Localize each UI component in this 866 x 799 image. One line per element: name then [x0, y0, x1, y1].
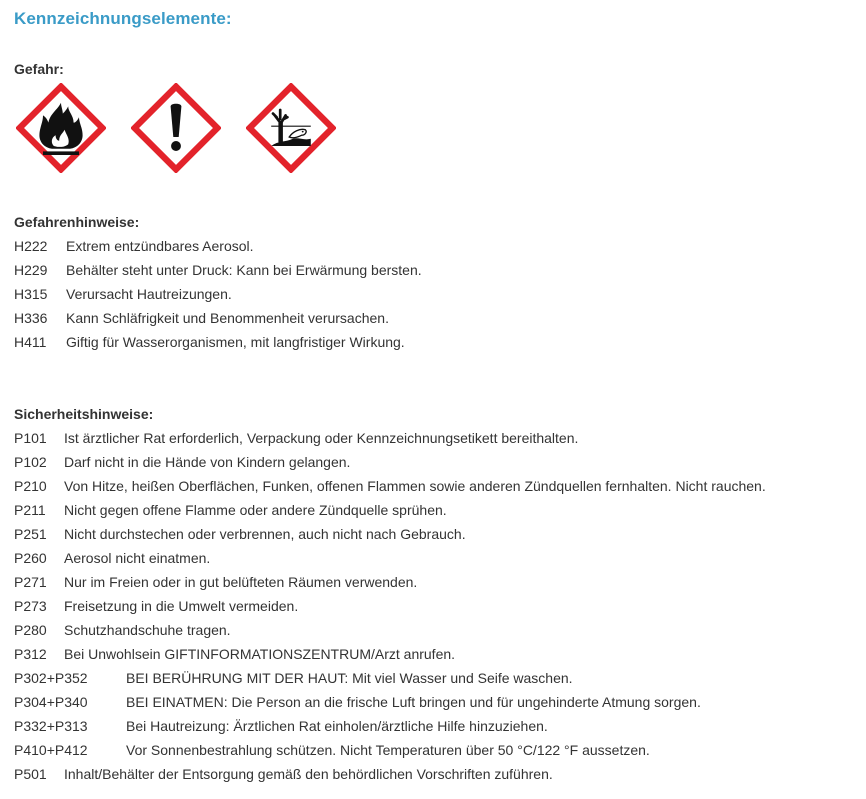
precautionary-statements-heading: Sicherheitshinweise:	[14, 406, 154, 422]
statement-code: P410+P412	[14, 742, 88, 758]
statement-text: Bei Unwohlsein GIFTINFORMATIONSZENTRUM/Arzt anrufen.	[64, 646, 456, 662]
statement-code: H315	[14, 286, 48, 302]
statement-code: P501	[14, 766, 47, 782]
precautionary-statement-row	[14, 570, 866, 594]
precautionary-statement-row	[14, 666, 866, 690]
statement-text: Nicht gegen offene Flamme oder andere Zündquelle sprühen.	[64, 502, 447, 518]
statement-code: P210	[14, 478, 47, 494]
statement-text: Aerosol nicht einatmen.	[64, 550, 211, 566]
signal-word-label: Gefahr:	[14, 61, 64, 77]
statement-code: P102	[14, 454, 47, 470]
precautionary-statement-row	[14, 642, 866, 666]
statement-text: Nur im Freien oder in gut belüfteten Räumen verwenden.	[64, 574, 418, 590]
ghs-pictograms	[16, 83, 336, 173]
statement-code: P332+P313	[14, 718, 88, 734]
statement-text: Extrem entzündbares Aerosol.	[66, 238, 254, 254]
precautionary-statement-row	[14, 594, 866, 618]
statement-text: BEI BERÜHRUNG MIT DER HAUT: Mit viel Wasser und Seife waschen.	[126, 670, 573, 686]
statement-text: Inhalt/Behälter der Entsorgung gemäß den behördlichen Vorschriften zuführen.	[64, 766, 553, 782]
statement-text: Verursacht Hautreizungen.	[66, 286, 232, 302]
hazard-statement-row	[14, 234, 866, 258]
statement-text: Schutzhandschuhe tragen.	[64, 622, 231, 638]
statement-code: P211	[14, 502, 46, 518]
precautionary-statement-row	[14, 450, 866, 474]
statement-text: BEI EINATMEN: Die Person an die frische Luft bringen und für ungehinderte Atmung sorgen.	[126, 694, 701, 710]
statement-text: Bei Hautreizung: Ärztlichen Rat einholen/ärztliche Hilfe hinzuziehen.	[126, 718, 548, 734]
precautionary-statement-row	[14, 546, 866, 570]
statement-code: P271	[14, 574, 47, 590]
statement-code: P304+P340	[14, 694, 88, 710]
flame-icon	[16, 83, 106, 173]
statement-text: Darf nicht in die Hände von Kindern gelangen.	[64, 454, 351, 470]
precautionary-statement-row	[14, 474, 866, 498]
statement-text: Ist ärztlicher Rat erforderlich, Verpackung oder Kennzeichnungsetikett bereithalten.	[64, 430, 579, 446]
statement-text: Vor Sonnenbestrahlung schützen. Nicht Temperaturen über 50 °C/122 °F aussetzen.	[126, 742, 650, 758]
exclamation-icon	[131, 83, 221, 173]
statement-code: P260	[14, 550, 47, 566]
statement-code: P280	[14, 622, 47, 638]
precautionary-statement-row	[14, 618, 866, 642]
hazard-statements	[14, 210, 866, 354]
statement-text: Kann Schläfrigkeit und Benommenheit verursachen.	[66, 310, 389, 326]
hazard-statement-row	[14, 282, 866, 306]
statement-code: P302+P352	[14, 670, 88, 686]
precautionary-statement-row	[14, 498, 866, 522]
statement-code: H336	[14, 310, 48, 326]
statement-code: H222	[14, 238, 48, 254]
precautionary-statement-row	[14, 738, 866, 762]
precautionary-statement-row	[14, 762, 866, 786]
precautionary-statement-row	[14, 690, 866, 714]
hazard-statement-row	[14, 258, 866, 282]
statement-code: H411	[14, 334, 47, 350]
hazard-statement-row	[14, 306, 866, 330]
hazard-statements-heading: Gefahrenhinweise:	[14, 214, 140, 230]
section-title: Kennzeichnungselemente:	[14, 9, 232, 28]
precautionary-statement-row	[14, 714, 866, 738]
precautionary-statements	[14, 402, 866, 786]
statement-code: P312	[14, 646, 47, 662]
precautionary-statement-row	[14, 522, 866, 546]
statement-code: P251	[14, 526, 47, 542]
statement-text: Nicht durchstechen oder verbrennen, auch nicht nach Gebrauch.	[64, 526, 466, 542]
statement-code: P273	[14, 598, 47, 614]
statement-text: Freisetzung in die Umwelt vermeiden.	[64, 598, 299, 614]
statement-text: Behälter steht unter Druck: Kann bei Erwärmung bersten.	[66, 262, 422, 278]
environment-icon	[246, 83, 336, 173]
statement-code: H229	[14, 262, 48, 278]
statement-code: P101	[14, 430, 47, 446]
statement-text: Von Hitze, heißen Oberflächen, Funken, offenen Flammen sowie anderen Zündquellen fernhalten. Nicht rauchen.	[64, 478, 766, 494]
statement-text: Giftig für Wasserorganismen, mit langfristiger Wirkung.	[66, 334, 405, 350]
precautionary-statement-row	[14, 426, 866, 450]
hazard-statement-row	[14, 330, 866, 354]
